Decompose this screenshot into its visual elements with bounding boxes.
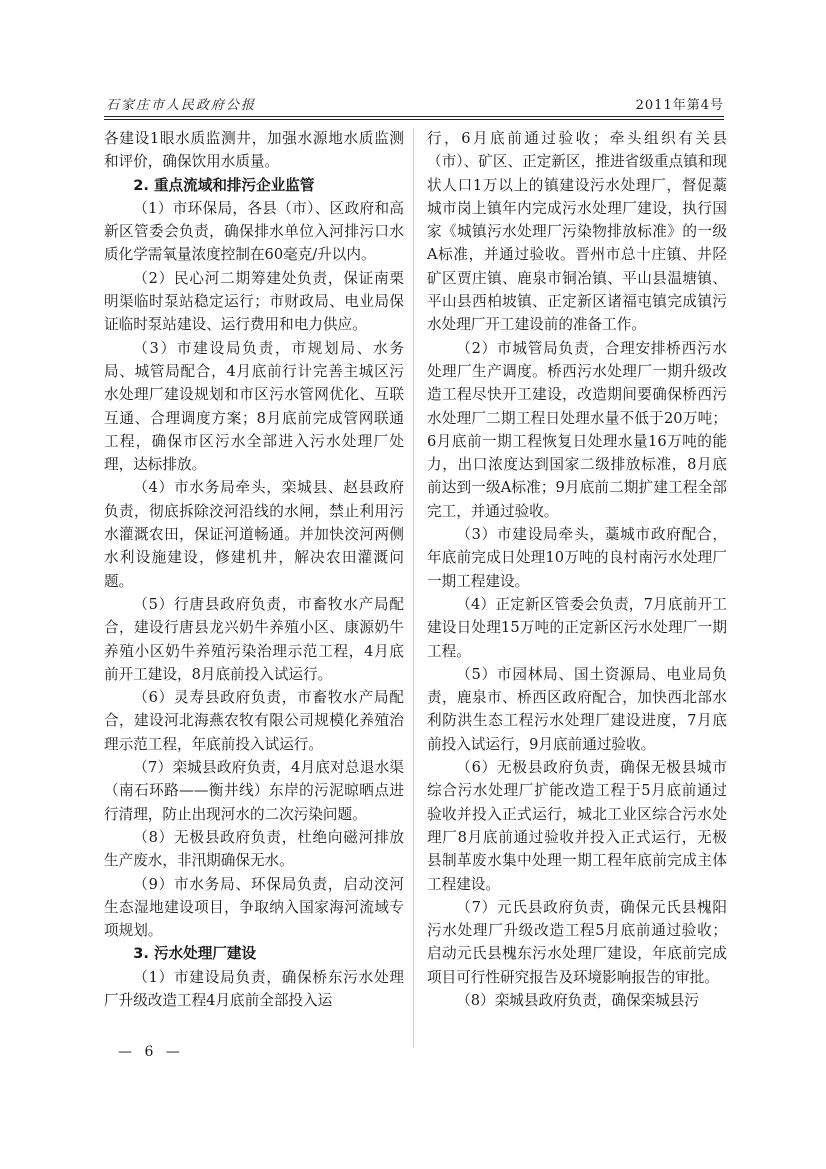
paragraph: （1）市环保局，各县（市）、区政府和高新区管委会负责，确保排水单位入河排污口水质化学需氧量浓度控制在60毫克/升以内。 — [104, 199, 404, 264]
section-heading: 3. 污水处理厂建设 — [133, 945, 257, 963]
paragraph: （5）行唐县政府负责，市畜牧水产局配合，建设行唐县龙兴奶牛养殖小区、康源奶牛养殖小区奶牛养殖污染治理示范工程，4月底前开工建设，8月底前投入试运行。 — [104, 595, 404, 683]
paragraph: （2）市城管局负责，合理安排桥西污水处理厂生产调度。桥西污水处理厂一期升级改造工程尽快开工建设，改造期间要确保桥西污水处理厂二期工程日处理水量不低于20万吨；6月底前一期工程恢复日处理水量16万吨的能力，出口浓度达到国家二级排放标准，8月底前达到一级A标准；9月底前二期扩建工程全部完工，并通过验收。 — [427, 339, 727, 520]
paragraph: （1）市建设局负责，确保桥东污水处理厂升级改造工程4月底前全部投入运 — [104, 968, 404, 1009]
header-rule-top — [104, 116, 724, 117]
paragraph: （8）栾城县政府负责，确保栾城县污 — [456, 991, 699, 1009]
paragraph: （4）市水务局牵头，栾城县、赵县政府负责，彻底拆除洨河沿线的水闸，禁止利用污水灌溉农田，保证河道畅通。并加快洨河两侧水利设施建设，修建机井，解决农田灌溉问题。 — [104, 479, 404, 590]
page-number: — 6 — — [118, 1044, 184, 1060]
paragraph: （2）民心河二期筹建处负责，保证南栗明渠临时泵站稳定运行；市财政局、电业局保证临时泵站建设、运行费用和电力供应。 — [104, 269, 404, 334]
right-column — [427, 127, 727, 1012]
paragraph: （5）市园林局、国土资源局、电业局负责，鹿泉市、桥西区政府配合，加快西北部水利防洪生态工程污水处理厂建设进度，7月底前投入试运行，9月底前通过验收。 — [427, 665, 727, 753]
paragraph: （6）灵寿县政府负责，市畜牧水产局配合，建设河北海燕农牧有限公司规模化养殖治理示范工程，年底前投入试运行。 — [104, 689, 404, 753]
paragraph: （9）市水务局、环保局负责，启动洨河生态湿地建设项目，争取纳入国家海河流域专项规划。 — [104, 875, 404, 940]
publication-title: 石家庄市人民政府公报 — [106, 98, 257, 113]
paragraph: （6）无极县政府负责，确保无极县城市综合污水处理厂扩能改造工程于5月底前通过验收并投入正式运行，城北工业区综合污水处理厂8月底前通过验收并投入正式运行，无极县制革废水集中处理一期工程年底前完成主体工程建设。 — [427, 759, 727, 893]
paragraph: （4）正定新区管委会负责，7月底前开工建设日处理15万吨的正定新区污水处理厂一期工程。 — [427, 595, 727, 660]
paragraph: （3）市建设局牵头，藁城市政府配合，年底前完成日处理10万吨的良村南污水处理厂一期工程建设。 — [427, 526, 727, 590]
column-divider — [413, 128, 414, 1048]
paragraph: （3）市建设局负责，市规划局、水务局、城管局配合，4月底前行计完善主城区污水处理厂建设规划和市区污水管网优化、互联互通、合理调度方案；8月底前完成管网联通工程，确保市区污水全部进入污水处理厂处理，达标排放。 — [104, 339, 404, 474]
left-column — [104, 127, 404, 1012]
paragraph-continued: 各建设1眼水质监测井，加强水源地水质监测和评价，确保饮用水质量。 — [104, 130, 404, 171]
header-rule-bottom — [104, 119, 724, 120]
paragraph: （7）元氏县政府负责，确保元氏县槐阳污水处理厂升级改造工程5月底前通过验收；启动元氏县槐东污水处理厂建设，年底前完成项目可行性研究报告及环境影响报告的审批。 — [427, 898, 727, 986]
section-heading: 2. 重点流域和排污企业监管 — [133, 176, 315, 194]
paragraph: （7）栾城县政府负责，4月底对总退水渠（南石环路——衡井线）东岸的污泥晾晒点进行清理，防止出现河水的二次污染问题。 — [104, 759, 404, 823]
paragraph: （8）无极县政府负责，杜绝向磁河排放生产废水，非汛期确保无水。 — [104, 828, 404, 870]
page-header — [106, 94, 724, 118]
paragraph-continued: 行，6月底前通过验收；牵头组织有关县（市）、矿区、正定新区，推进省级重点镇和现状人口1万以上的镇建设污水处理厂，督促藁城市岗上镇年内完成污水处理厂建设，执行国家《城镇污水处理厂污染物排放标准》的一级A标准，并通过验收。晋州市总十庄镇、井陉矿区贾庄镇、鹿泉市铜冶镇、平山县温塘镇、平山县西柏坡镇、正定新区诸福屯镇完成镇污水处理厂开工建设前的准备工作。 — [427, 130, 727, 334]
issue-number: 2011年第4号 — [635, 98, 724, 113]
